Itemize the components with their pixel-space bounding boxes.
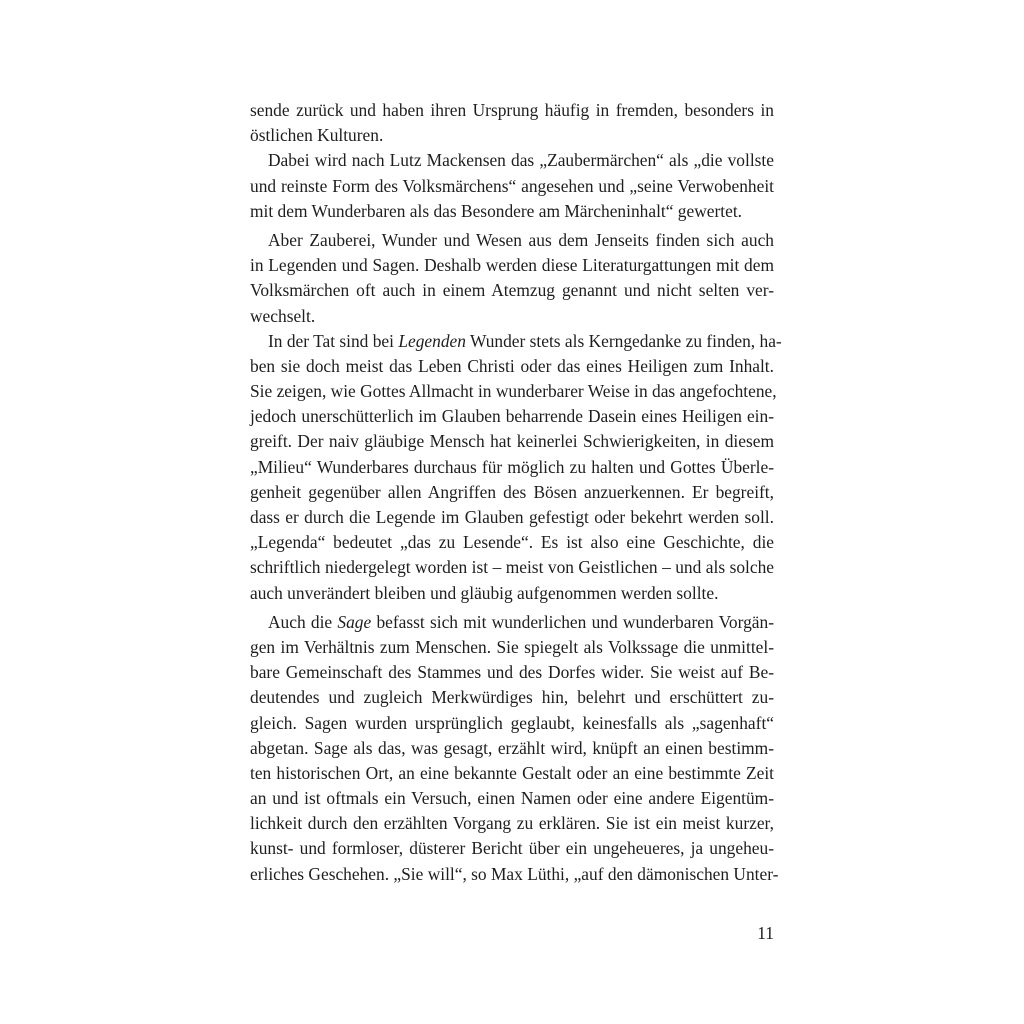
text-line: kunst- und formloser, düsterer Bericht über ein ungeheueres, ja ungeheu- — [250, 838, 774, 859]
text-line: mit dem Wunderbaren als das Besondere am Märcheninhalt“ gewertet. — [250, 200, 743, 221]
text-line — [250, 610, 774, 635]
text-line: jedoch unerschütterlich im Glauben beharrende Dasein eines Heiligen ein- — [250, 406, 774, 427]
text-line: dass er durch die Legende im Glauben gefestigt oder bekehrt werden soll. — [250, 507, 774, 527]
text-fragment: Auch die — [268, 611, 338, 632]
text-line: Sie zeigen, wie Gottes Allmacht in wunderbarer Weise in das angefochtene, — [250, 381, 777, 402]
text-fragment: befasst sich mit wunderlichen und wunderbaren Vorgän- — [371, 611, 774, 632]
text-fragment: In der Tat sind bei — [268, 330, 399, 351]
text-line: greift. Der naiv gläubige Mensch hat keinerlei Schwierigkeiten, in diesem — [250, 431, 774, 452]
text-line — [250, 329, 782, 354]
text-line: „Legenda“ bedeutet „das zu Lesende“. Es ist also eine Geschichte, die — [250, 532, 774, 553]
text-line: ten historischen Ort, an eine bekannte Gestalt oder an eine bestimmte Zeit — [250, 762, 774, 783]
text-line: an und ist oftmals ein Versuch, einen Namen oder eine andere Eigentüm- — [250, 788, 774, 809]
text-line: erliches Geschehen. „Sie will“, so Max Lüthi, „auf den dämonischen Unter- — [250, 863, 779, 884]
text-line: wechselt. — [250, 305, 316, 326]
emphasized-term: Legenden — [398, 330, 466, 351]
emphasized-term: Sage — [337, 611, 372, 632]
text-line: Aber Zauberei, Wunder und Wesen aus dem Jenseits finden sich auch — [268, 229, 774, 250]
text-line: und reinste Form des Volksmärchens“ angesehen und „seine Verwobenheit — [250, 175, 774, 196]
text-line: östlichen Kulturen. — [250, 125, 384, 146]
text-line: sende zurück und haben ihren Ursprung häufig in fremden, besonders in — [250, 100, 774, 120]
text-line: bare Gemeinschaft des Stammes und des Dorfes wider. Sie weist auf Be- — [250, 662, 774, 683]
text-line: auch unverändert bleiben und gläubig aufgenommen werden sollte. — [250, 582, 719, 603]
text-line: in Legenden und Sagen. Deshalb werden diese Literaturgattungen mit dem — [250, 255, 774, 276]
text-line: schriftlich niedergelegt worden ist – meist von Geistlichen – und als solche — [250, 557, 774, 578]
text-line: abgetan. Sage als das, was gesagt, erzählt wird, knüpft an einen bestimm- — [250, 737, 774, 758]
text-line: Volksmärchen oft auch in einem Atemzug genannt und nicht selten ver- — [250, 280, 774, 301]
text-fragment: Wunder stets als Kerngedanke zu finden, ha- — [465, 330, 782, 351]
text-line: lichkeit durch den erzählten Vorgang zu erklären. Sie ist ein meist kurzer, — [250, 813, 774, 834]
text-line: gleich. Sagen wurden ursprünglich geglaubt, keinesfalls als „sagenhaft“ — [250, 712, 774, 733]
text-line: ben sie doch meist das Leben Christi oder das eines Heiligen zum Inhalt. — [250, 355, 774, 376]
body-text — [250, 98, 782, 887]
text-line: genheit gegenüber allen Angriffen des Bösen anzuerkennen. Er begreift, — [250, 481, 774, 502]
text-line: gen im Verhältnis zum Menschen. Sie spiegelt als Volkssage die unmittel- — [250, 636, 774, 657]
text-line: „Milieu“ Wunderbares durchaus für möglich zu halten und Gottes Überle- — [250, 456, 774, 477]
page-number: 11 — [757, 923, 774, 943]
text-line: deutendes und zugleich Merkwürdiges hin, belehrt und erschüttert zu- — [250, 687, 774, 708]
text-line: Dabei wird nach Lutz Mackensen das „Zaubermärchen“ als „die vollste — [268, 150, 774, 171]
